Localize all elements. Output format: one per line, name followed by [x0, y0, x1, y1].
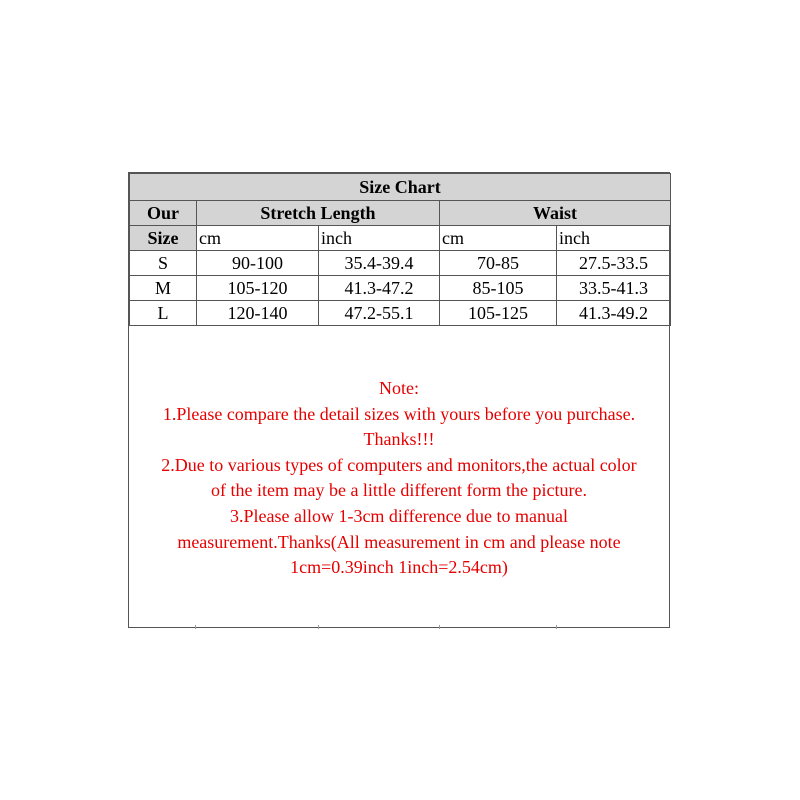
column-tick	[195, 625, 196, 629]
size-table	[129, 173, 671, 326]
table-cell: 70-85	[440, 251, 557, 276]
group-header-waist: Waist	[440, 201, 671, 226]
group-header-stretch-length: Stretch Length	[197, 201, 440, 226]
note-line: 1cm=0.39inch 1inch=2.54cm)	[290, 557, 508, 578]
note-line: 2.Due to various types of computers and monitors,the actual color	[161, 454, 637, 475]
unit-header: cm	[440, 226, 557, 251]
table-cell: 33.5-41.3	[557, 276, 671, 301]
table-cell: 27.5-33.5	[557, 251, 671, 276]
column-tick	[439, 625, 440, 629]
column-tick	[318, 625, 319, 629]
column-tick	[556, 625, 557, 629]
size-chart	[128, 172, 670, 628]
table-row	[130, 301, 671, 326]
table-cell: 105-125	[440, 301, 557, 326]
note-line: 3.Please allow 1-3cm difference due to manual	[229, 505, 569, 526]
size-cell: S	[130, 251, 197, 276]
unit-header: inch	[319, 226, 440, 251]
table-title: Size Chart	[130, 174, 671, 201]
table-row	[130, 251, 671, 276]
size-header-top: Our	[130, 201, 197, 226]
note-line: 1.Please compare the detail sizes with yours before you purchase.	[162, 403, 636, 424]
size-header-bottom: Size	[130, 226, 197, 251]
note-line: Note:	[379, 378, 419, 398]
table-cell: 85-105	[440, 276, 557, 301]
note-line: Thanks!!!	[363, 429, 435, 450]
unit-header: inch	[557, 226, 671, 251]
note-line: measurement.Thanks(All measurement in cm and please note	[177, 531, 621, 552]
note-line: of the item may be a little different form the picture.	[210, 480, 588, 501]
note-block	[129, 376, 669, 581]
size-cell: L	[130, 301, 197, 326]
table-cell: 90-100	[197, 251, 319, 276]
table-cell: 41.3-47.2	[319, 276, 440, 301]
unit-header: cm	[197, 226, 319, 251]
table-cell: 120-140	[197, 301, 319, 326]
table-cell: 105-120	[197, 276, 319, 301]
table-cell: 47.2-55.1	[319, 301, 440, 326]
table-cell: 35.4-39.4	[319, 251, 440, 276]
table-cell: 41.3-49.2	[557, 301, 671, 326]
table-row	[130, 276, 671, 301]
size-cell: M	[130, 276, 197, 301]
